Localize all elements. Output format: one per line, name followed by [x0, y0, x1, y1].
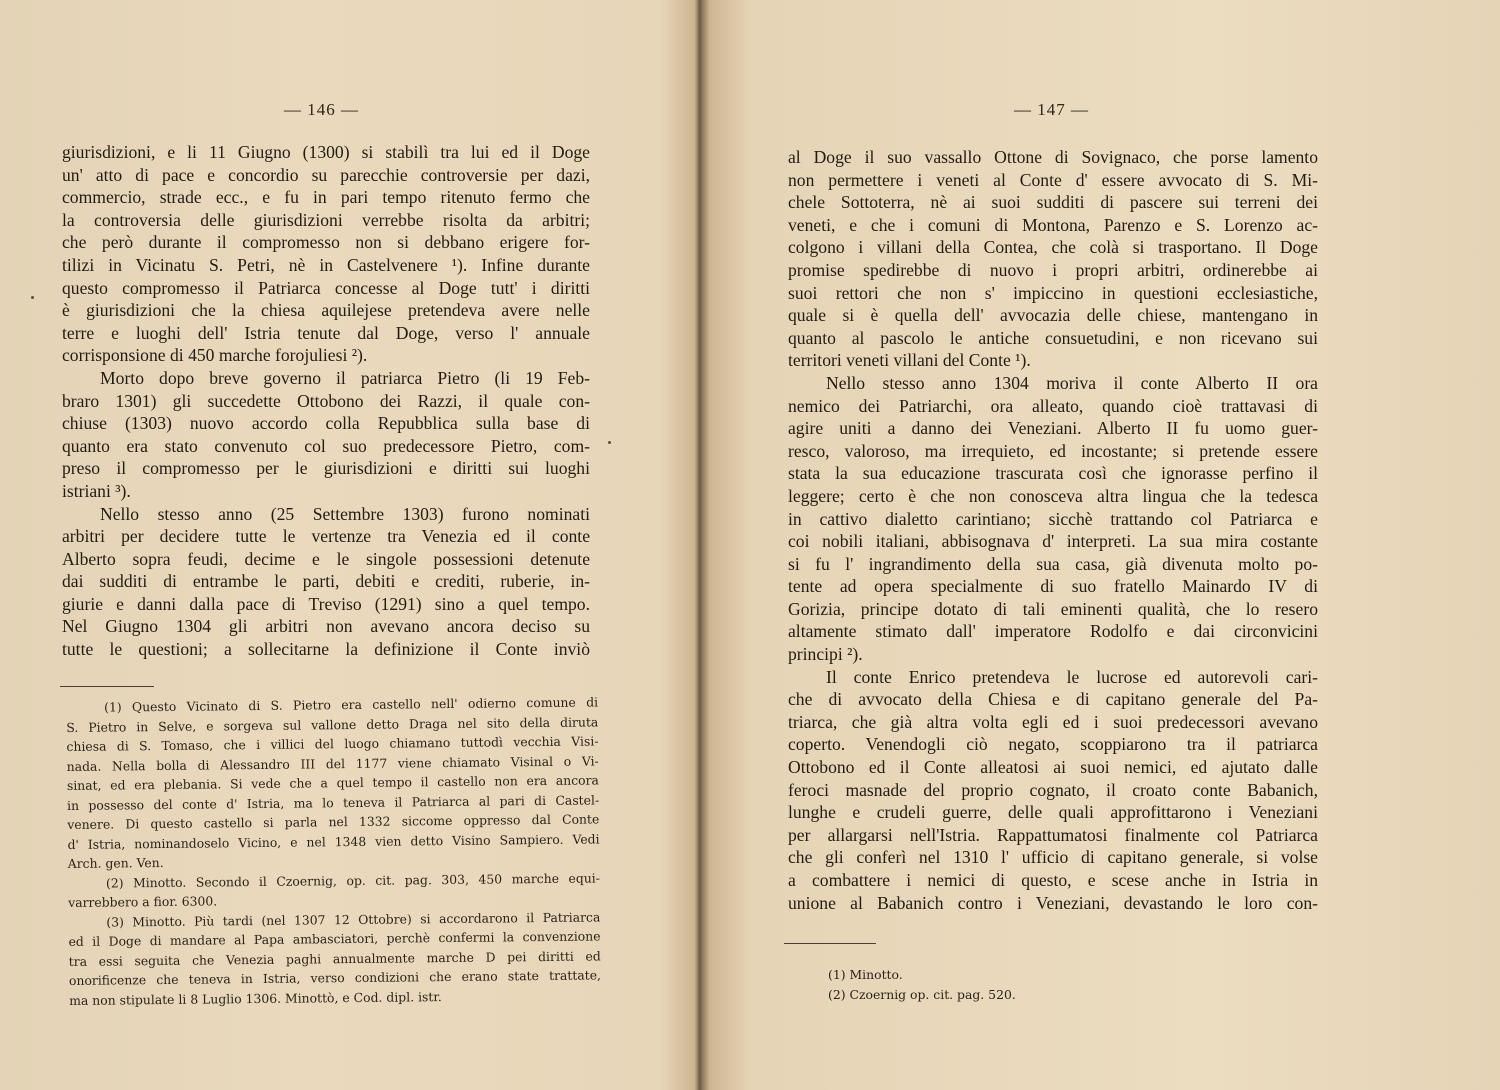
right-page: [700, 0, 1500, 1090]
footnote-line: S. Pietro in Selve, e sorgeva sul vallone detto Draga nel sito della diruta: [66, 713, 599, 735]
text-line: principi ²).: [788, 644, 863, 665]
body-text: [62, 141, 590, 661]
text-line: quanto era stato convenuto col suo predecessore Pietro, com-: [62, 435, 590, 456]
text-line: tilizi in Vicinatu S. Petri, nè in Castelvenere ¹). Infine durante: [62, 254, 590, 275]
text-line: tente ad opera specialmente di suo fratello Mainardo IV di: [788, 576, 1318, 597]
text-line: Nello stesso anno 1304 moriva il conte Alberto II ora: [826, 372, 1318, 393]
footnote-line: onorificenze che teneva in Istria, verso condizioni che erano state trattate,: [68, 967, 602, 988]
text-line: Alberto sopra feudi, decime e le singole possessioni detenute: [62, 548, 590, 569]
text-line: questo compromesso il Patriarca concesse al Doge tutt' i diritti: [62, 277, 590, 298]
footnote-line: ed il Doge di mandare al Papa ambasciatori, perchè confermi la convenzione: [68, 928, 601, 949]
footnote-line: sinat, ed era plebania. Si vede che a quel tempo il castello non era ancora: [66, 772, 599, 793]
footnotes: [828, 965, 1128, 1004]
text-line: quale si è quella dell' avvocazia delle chiese, mantengano in: [788, 305, 1318, 326]
text-line: giurisdizioni, e li 11 Giugno (1300) si stabilì tra lui ed il Doge: [62, 142, 590, 162]
footnote-rule: [60, 686, 154, 687]
text-line: quanto al pascolo le antiche consuetudini, e non ricevano sui: [788, 327, 1318, 348]
text-line: la controversia delle giurisdizioni verrebbe risolta da arbitri;: [62, 209, 590, 230]
text-line: promise spedirebbe di nuovo i propri arbitri, ordinerebbe ai: [788, 259, 1318, 280]
text-line: Gorizia, principe dotato di tali eminenti qualità, che lo resero: [788, 598, 1318, 619]
text-line: coperto. Venendogli ciò negato, scoppiarono tra il patriarca: [788, 734, 1318, 755]
text-line: unione al Babanich contro i Veneziani, devastando le loro con-: [788, 892, 1318, 913]
page-number: — 146 —: [284, 100, 359, 119]
footnote-line: (2) Minotto. Secondo il Czoernig, op. cit. pag. 303, 450 marche equi-: [105, 869, 600, 891]
text-line: Nello stesso anno (25 Settembre 1303) furono nominati: [100, 503, 590, 524]
text-line: che però durante il compromesso non si debbano erigere for-: [62, 232, 590, 253]
text-line: un' atto di pace e concordio su parecchie controversie per dazi,: [62, 164, 590, 185]
text-line: dai sudditi di entrambe le parti, debiti e crediti, ruberie, in-: [62, 571, 590, 592]
text-line: per allargarsi nell'Istria. Rappattumatosi finalmente col Patriarca: [788, 824, 1318, 845]
text-line: suoi rettori che non s' impiccino in questioni ecclesiastiche,: [788, 282, 1318, 303]
text-line: a combattere i nemici di questo, e scese anche in Istria in: [788, 870, 1318, 890]
footnote-line: venere. Di questo castello si parla nel 1332 siccome oppresso dal Conte: [67, 811, 600, 832]
text-line: Ottobono ed il Conte alleatosi ai suoi nemici, ed ajutato dalle: [788, 757, 1318, 778]
footnote-line: (1) Minotto.: [828, 967, 903, 982]
text-line: nemico dei Patriarchi, ora alleato, quando cioè trattavasi di: [788, 395, 1318, 416]
text-line: si fu l' ingrandimento della sua casa, già divenuta molto po-: [788, 553, 1318, 574]
text-line: è giurisdizioni che la chiesa aquilejese pretendeva avere nelle: [62, 300, 590, 321]
body-text: [788, 146, 1318, 914]
text-line: triarca, che già altra volta egli ed i suoi predecessori avevano: [788, 711, 1318, 732]
footnote-line: ma non stipulate li 8 Luglio 1306. Minottò, e Cod. dipl. istr.: [69, 988, 442, 1008]
text-line: veneti, e che i comuni di Montona, Parenzo e S. Lorenzo ac-: [788, 214, 1318, 235]
text-line: in cattivo dialetto carintiano; sicchè trattando col Patriarca e: [788, 508, 1318, 529]
text-line: feroci masnade del proprio cognato, il croato conte Babanich,: [788, 779, 1318, 800]
text-line: chele Sottoterra, nè ai suoi sudditi di pascere sui terreni dei: [788, 192, 1318, 213]
footnote-line: (3) Minotto. Più tardi (nel 1307 12 Ottobre) si accordarono il Patriarca: [106, 908, 601, 930]
footnote-line: d' Istria, nominandoselo Vicino, e nel 1348 vien detto Visino Sampiero. Vedi: [67, 830, 600, 852]
footnote-line: (2) Czoernig op. cit. pag. 520.: [828, 986, 1016, 1002]
text-line: corrisponsione di 450 marche forojuliesi ²).: [62, 345, 368, 366]
text-line: arbitri per decidere tutte le vertenze tra Venezia ed il conte: [62, 526, 590, 547]
text-line: altamente stimato dall' imperatore Rodolfo e dai circonvicini: [788, 621, 1318, 642]
text-line: coi nobili italiani, abbisognava d' interpreti. La sua mira costante: [788, 531, 1318, 552]
footnote-line: chiesa di S. Tomaso, che i villici del luogo chiamano tuttodì vecchia Visi-: [66, 733, 599, 754]
footnote-line: tra essi seguita che Venezia paghi annualmente marche D pei diritti ed: [68, 947, 601, 969]
text-line: lunghe e crudeli guerre, delle quali approfittarono i Veneziani: [788, 802, 1318, 823]
page-number: — 147 —: [1014, 100, 1089, 119]
text-line: istriani ³).: [62, 480, 131, 501]
footnotes: [66, 692, 601, 1010]
text-line: resco, valoroso, ma irrequieto, ed incostante; si pretende essere: [788, 440, 1318, 461]
text-line: commercio, strade ecc., e fu in pari tempo ritenuto fermo che: [62, 187, 590, 208]
footnote-line: nada. Nella bolla di Alessandro III del 1177 viene chiamato Visinal o Vi-: [66, 752, 599, 774]
text-line: al Doge il suo vassallo Ottone di Sovignaco, che porse lamento: [788, 147, 1318, 167]
text-line: preso il compromesso per le giurisdizioni e diritti sui luoghi: [62, 458, 590, 479]
text-line: Il conte Enrico pretendeva le lucrose ed autorevoli cari-: [826, 666, 1318, 687]
footnote-line: Arch. gen. Ven.: [67, 854, 164, 871]
text-line: leggere; certo è che non conosceva altra lingua che la tedesca: [788, 485, 1318, 506]
text-line: tutte le questioni; a sollecitarne la definizione il Conte inviò: [62, 639, 590, 660]
footnote-rule: [784, 943, 876, 944]
text-line: che di avvocato della Chiesa e di capitano generale del Pa-: [788, 689, 1318, 710]
text-line: Morto dopo breve governo il patriarca Pietro (li 19 Feb-: [100, 367, 590, 388]
footnote-line: varrebbero a fior. 6300.: [68, 893, 218, 910]
text-line: che gli conferì nel 1310 l' ufficio di capitano generale, si volse: [788, 847, 1318, 868]
text-line: stata la sua educazione trascurata così che ignorasse perfino il: [788, 463, 1318, 484]
text-line: braro 1301) gli succedette Ottobono dei Razzi, il quale con-: [62, 390, 590, 411]
ink-mark: [608, 441, 611, 444]
text-line: colgono i villani della Contea, che colà si trasportano. Il Doge: [788, 237, 1318, 258]
ink-mark: [31, 296, 34, 299]
text-line: non permettere i veneti al Conte d' essere avvocato di S. Mi-: [788, 169, 1318, 190]
footnote-line: in possesso del conte d' Istria, ma lo teneva il Patriarca al pari di Castel-: [67, 791, 600, 813]
left-page: [0, 0, 692, 1090]
footnote-line: (1) Questo Vicinato di S. Pietro era castello nell' odierno comune di: [104, 694, 599, 715]
text-line: territori veneti villani del Conte ¹).: [788, 350, 1031, 371]
text-line: chiuse (1303) nuovo accordo colla Repubblica sulla base di: [62, 413, 590, 434]
text-line: Nel Giugno 1304 gli arbitri non avevano ancora deciso su: [62, 616, 590, 637]
text-line: terre e luoghi dell' Istria tenute dal Doge, verso l' annuale: [62, 322, 590, 343]
text-line: agire uniti a danno dei Veneziani. Alberto II fu uomo guer-: [788, 418, 1318, 439]
text-line: giurie e danni dalla pace di Treviso (1291) sino a quel tempo.: [62, 593, 590, 614]
